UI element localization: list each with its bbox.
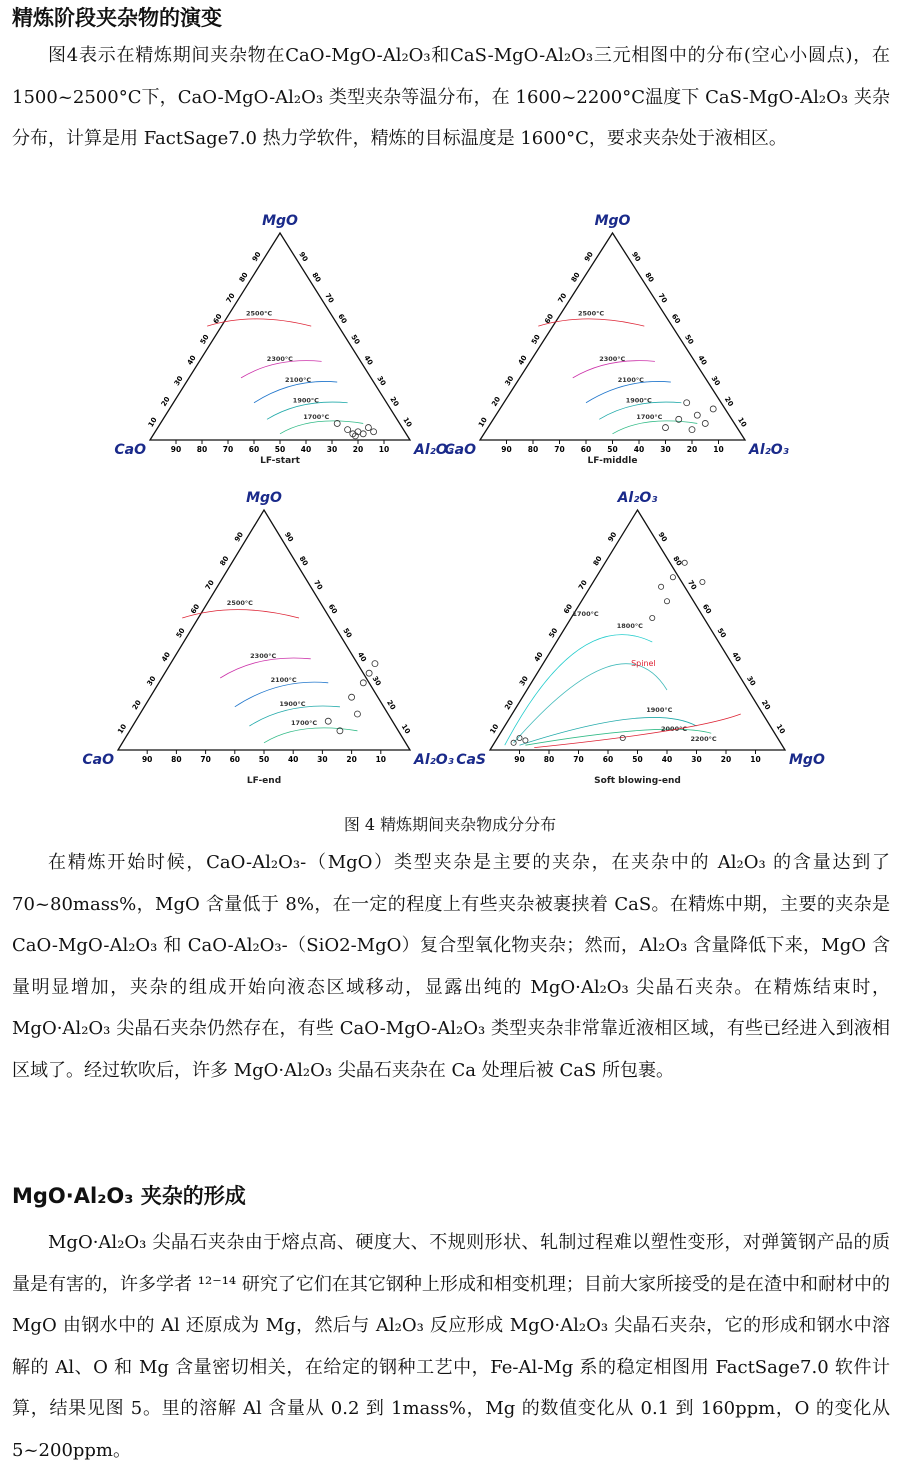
tick-label-left: 10	[146, 416, 159, 429]
tick-label-left: 80	[218, 554, 231, 568]
tick-label-left: 90	[250, 250, 263, 264]
inclusion-point	[659, 584, 664, 589]
figure-caption: 图 4 精炼期间夹杂物成分分布	[343, 815, 557, 834]
tick-label-left: 70	[556, 291, 569, 305]
isotherm-label: 2100°C	[285, 375, 312, 384]
tick-label-right: 80	[310, 271, 323, 284]
tick-label-left: 20	[130, 698, 143, 712]
inclusion-point	[354, 711, 360, 717]
tick-label-bottom: 30	[326, 445, 338, 454]
isotherm-label: 1900°C	[646, 706, 673, 714]
tick-label-right: 50	[341, 626, 354, 640]
tick-label-left: 30	[517, 674, 530, 688]
figure-4	[0, 205, 900, 805]
tick-label-left: 20	[490, 395, 503, 408]
ternary-panel-3	[82, 490, 453, 786]
tick-label-bottom: 60	[248, 445, 260, 454]
triangle-outline	[118, 510, 410, 750]
tick-label-left: 20	[503, 698, 516, 712]
tick-label-left: 90	[606, 530, 619, 544]
tick-label-left: 30	[172, 374, 185, 388]
apex-label-top: MgO	[246, 490, 282, 506]
tick-label-right: 30	[709, 374, 722, 388]
intro-paragraph: 图4表示在精炼期间夹杂物在CaO-MgO-Al₂O₃和CaS-MgO-Al₂O₃三元相图中的分布(空心小圆点)，在 1500~2500°C下，CaO-MgO-Al₂O₃ 类型夹杂等温分布，在 1600~2200°C温度下 CaS-MgO-Al₂O₃ 夹杂分布，计算是用 FactSage7.0 热力学软件，精炼的目标温度是 1600°C，要求夹杂处于液相区。	[12, 45, 890, 149]
tick-label-left: 30	[145, 674, 158, 688]
inclusion-point	[366, 670, 372, 676]
tick-label-right: 30	[745, 674, 758, 688]
tick-label-bottom: 10	[378, 445, 390, 454]
tick-label-left: 60	[562, 602, 575, 616]
isotherm-label: 2300°C	[250, 652, 277, 660]
tick-label-bottom: 40	[661, 755, 673, 764]
tick-label-bottom: 90	[514, 755, 525, 764]
panel-label: LF-middle	[587, 456, 638, 466]
isotherm-label: 2100°C	[617, 375, 644, 384]
isotherm-label: 2500°C	[226, 599, 253, 608]
tick-label-right: 10	[774, 722, 787, 736]
tick-label-right: 60	[700, 602, 713, 616]
tick-label-right: 70	[656, 291, 669, 305]
isotherm-label: 1700°C	[572, 610, 599, 618]
tick-label-right: 80	[643, 271, 656, 284]
isotherm-label: 2300°C	[266, 355, 293, 364]
apex-label-left: CaO	[82, 752, 114, 768]
tick-label-left: 80	[237, 271, 250, 284]
tick-label-bottom: 20	[346, 755, 357, 764]
isotherm-label: 1700°C	[303, 413, 330, 422]
tick-label-left: 50	[547, 626, 560, 640]
apex-label-right: Al₂O₃	[414, 752, 454, 768]
inclusion-point	[684, 400, 690, 406]
tick-label-right: 20	[388, 395, 401, 408]
tick-label-right: 90	[656, 530, 669, 544]
tick-label-left: 40	[160, 650, 173, 664]
tick-label-bottom: 20	[686, 445, 698, 454]
tick-label-right: 20	[759, 698, 772, 712]
inclusion-point	[710, 406, 716, 412]
inclusion-point	[650, 615, 655, 620]
tick-label-bottom: 50	[632, 755, 643, 764]
tick-label-left: 40	[532, 650, 545, 664]
tick-label-bottom: 70	[200, 755, 211, 764]
tick-label-right: 10	[736, 416, 749, 429]
apex-label-left: CaO	[114, 442, 146, 458]
tick-label-bottom: 40	[287, 755, 299, 764]
tick-label-bottom: 10	[375, 755, 387, 764]
tick-label-bottom: 30	[317, 755, 328, 764]
tick-label-left: 90	[233, 530, 246, 544]
tick-label-right: 80	[297, 554, 310, 568]
inclusion-point	[511, 740, 516, 745]
inclusion-point	[371, 429, 377, 435]
apex-label-top: MgO	[262, 213, 298, 229]
tick-label-right: 60	[336, 312, 349, 326]
isotherm-label: 2000°C	[661, 725, 688, 734]
tick-label-left: 70	[203, 578, 216, 592]
tick-label-right: 30	[370, 674, 383, 688]
triangle-outline	[150, 233, 410, 440]
isotherm-label: 1900°C	[292, 396, 319, 405]
panel-label: LF-end	[246, 776, 282, 786]
mechanism-paragraph: MgO·Al₂O₃ 尖晶石夹杂由于熔点高、硬度大、不规则形状、轧制过程难以塑性变形，对弹簧钢产品的质量是有害的，许多学者 ¹²⁻¹⁴ 研究了它们在其它钢种上形成和相变机理；目前大家所接受的是在渣中和耐材中的 MgO 由钢水中的 Al 还原成为 Mg，然后与 Al₂O₃ 反应形成 MgO·Al₂O₃ 尖晶石夹杂，它的形成和钢水中溶解的 Al、O 和 Mg 含量密切相关，在给定的钢种工艺中，Fe-Al-Mg 系的稳定相图用 FactSage7.0 软件计算，结果见图 5。里的溶解 Al 含量从 0.2 到 1mass%，Mg 的数值变化从 0.1 到 160ppm，O 的变化从 5~200ppm。	[12, 1232, 890, 1461]
tick-label-left: 10	[116, 722, 129, 736]
isotherm-label: 1700°C	[636, 413, 663, 422]
tick-label-right: 80	[671, 554, 684, 568]
tick-label-left: 70	[576, 578, 589, 592]
tick-label-left: 90	[582, 250, 595, 264]
tick-label-bottom: 50	[274, 445, 286, 454]
inclusion-point	[360, 680, 366, 686]
tick-label-right: 10	[399, 722, 412, 736]
tick-label-bottom: 50	[258, 755, 270, 764]
panel-label: LF-start	[260, 456, 300, 466]
tick-label-bottom: 40	[300, 445, 312, 454]
tick-label-bottom: 80	[196, 445, 208, 454]
tick-label-bottom: 50	[607, 445, 618, 454]
tick-label-bottom: 90	[501, 445, 512, 454]
tick-label-right: 10	[401, 416, 414, 429]
tick-label-left: 50	[529, 333, 542, 346]
tick-label-left: 70	[224, 291, 237, 305]
apex-label-right: Al₂O₃	[749, 442, 789, 458]
tick-label-right: 50	[715, 626, 728, 640]
tick-label-right: 50	[683, 333, 696, 346]
panel-label: Soft blowing-end	[594, 776, 681, 786]
tick-label-right: 90	[630, 250, 643, 264]
tick-label-bottom: 80	[527, 445, 539, 454]
tick-label-right: 70	[686, 578, 699, 592]
tick-label-left: 20	[159, 395, 172, 408]
tick-label-bottom: 20	[720, 755, 732, 764]
ternary-panel-1	[114, 213, 453, 466]
tick-label-bottom: 40	[633, 445, 645, 454]
tick-label-bottom: 70	[573, 755, 584, 764]
inclusion-point	[664, 599, 669, 604]
tick-label-right: 40	[355, 650, 368, 664]
isotherm-label: 2100°C	[270, 676, 297, 684]
tick-label-right: 30	[375, 374, 388, 388]
isotherm-label: 1700°C	[291, 719, 318, 728]
ternary-panel-2	[444, 213, 788, 466]
tick-label-right: 50	[349, 333, 362, 346]
tick-label-right: 40	[730, 650, 743, 664]
inclusion-point	[345, 427, 351, 433]
ternary-panel-4	[456, 490, 825, 786]
apex-label-right: Al₂O₃	[414, 442, 454, 458]
tick-label-bottom: 10	[750, 755, 761, 764]
tick-label-right: 60	[669, 312, 682, 326]
triangle-outline	[480, 233, 745, 440]
tick-label-left: 50	[174, 626, 187, 640]
tick-label-right: 70	[323, 291, 336, 305]
tick-label-bottom: 10	[713, 445, 724, 454]
tick-label-right: 20	[722, 395, 735, 408]
tick-label-right: 70	[312, 578, 325, 592]
tick-label-left: 80	[591, 554, 604, 568]
section-heading: 精炼阶段夹杂物的演变	[12, 6, 222, 30]
apex-label-left: CaO	[444, 442, 476, 458]
inclusion-point	[663, 425, 669, 431]
isotherm-line	[264, 728, 357, 743]
isotherm-line	[613, 421, 698, 434]
inclusion-point	[620, 735, 625, 740]
tick-label-right: 40	[362, 354, 375, 367]
tick-label-right: 60	[326, 602, 339, 616]
tick-label-left: 60	[211, 312, 224, 326]
inclusion-point	[694, 412, 700, 418]
tick-label-bottom: 70	[554, 445, 565, 454]
apex-label-top: MgO	[594, 213, 631, 229]
tick-label-left: 60	[189, 602, 202, 616]
tick-label-left: 30	[503, 374, 516, 388]
tick-label-bottom: 90	[141, 755, 153, 764]
tick-label-bottom: 60	[602, 755, 614, 764]
isotherm-label: 2500°C	[246, 309, 273, 318]
tick-label-left: 60	[543, 312, 556, 326]
tick-label-left: 40	[516, 354, 529, 367]
section-heading-2: MgO·Al₂O₃ 夹杂的形成	[12, 1184, 246, 1208]
isotherm-label: 1800°C	[616, 622, 643, 630]
isotherm-line	[220, 658, 311, 678]
tick-label-left: 80	[569, 271, 582, 284]
tick-label-bottom: 30	[660, 445, 671, 454]
tick-label-bottom: 70	[222, 445, 234, 454]
inclusion-point	[372, 661, 378, 667]
tick-label-bottom: 60	[580, 445, 592, 454]
isotherm-label: 2300°C	[599, 355, 626, 364]
tick-label-left: 10	[488, 722, 501, 736]
inclusion-point	[523, 738, 528, 743]
spinel-region-label: Spinel	[631, 659, 656, 668]
apex-label-left: CaS	[456, 752, 486, 768]
inclusion-point	[349, 694, 355, 700]
inclusion-point	[325, 718, 331, 724]
results-paragraph: 在精炼开始时候，CaO-Al₂O₃-（MgO）类型夹杂是主要的夹杂，在夹杂中的 Al₂O₃ 的含量达到了 70~80mass%，MgO 含量低于 8%，在一定的程度上有些夹杂被裹挟着 CaS。在精炼中期，主要的夹杂是 CaO-MgO-Al₂O₃ 和 CaO-Al₂O₃-（SiO2-MgO）复合型氧化物夹杂；然而，Al₂O₃ 含量降低下来，MgO 含量明显增加，夹杂的组成开始向液态区域移动，显露出纯的 MgO·Al₂O₃ 尖晶石夹杂。在精炼结束时，MgO·Al₂O₃ 尖晶石夹杂仍然存在，有些 CaO-MgO-Al₂O₃ 类型夹杂非常靠近液相区域，有些已经进入到液相区域了。经过软吹后，许多 MgO·Al₂O₃ 尖晶石夹杂在 Ca 处理后被 CaS 所包裹。	[12, 852, 890, 1081]
tick-label-bottom: 30	[691, 755, 702, 764]
isotherm-label: 1900°C	[625, 396, 652, 405]
tick-label-right: 90	[297, 250, 310, 264]
isotherm-label: 2200°C	[690, 734, 717, 743]
inclusion-point	[700, 579, 705, 584]
apex-label-top: Al₂O₃	[617, 490, 658, 506]
inclusion-point	[689, 427, 695, 433]
isotherm-line	[514, 664, 667, 743]
tick-label-right: 40	[696, 354, 709, 367]
isotherm-label: 2500°C	[578, 309, 605, 318]
inclusion-point	[702, 420, 708, 426]
inclusion-point	[360, 431, 366, 437]
tick-label-bottom: 90	[170, 445, 182, 454]
tick-label-bottom: 20	[352, 445, 364, 454]
tick-label-right: 20	[385, 698, 398, 712]
inclusion-point	[670, 575, 675, 580]
ternary-diagrams	[0, 205, 900, 805]
tick-label-left: 50	[198, 333, 211, 346]
tick-label-left: 10	[476, 416, 489, 429]
isotherm-label: 1900°C	[279, 700, 306, 708]
apex-label-right: MgO	[789, 752, 825, 768]
tick-label-bottom: 80	[543, 755, 555, 764]
inclusion-point	[365, 425, 371, 431]
tick-label-right: 90	[282, 530, 295, 544]
tick-label-left: 40	[185, 354, 198, 367]
tick-label-bottom: 60	[229, 755, 241, 764]
tick-label-bottom: 80	[171, 755, 182, 764]
